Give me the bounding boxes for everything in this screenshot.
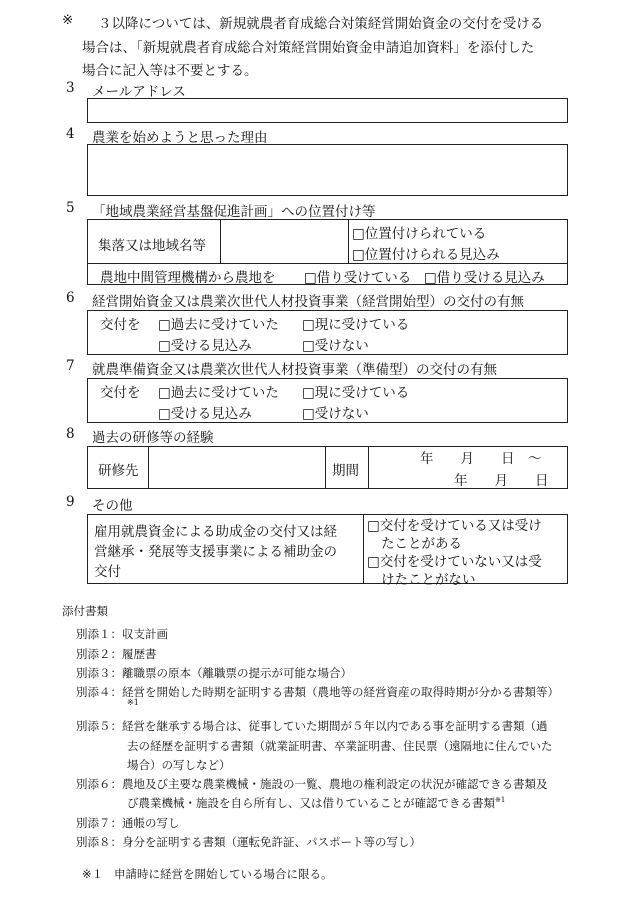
checkbox-currently-receiving[interactable]: □現に受けている <box>302 317 410 333</box>
section-5-title: 「地域農業経営基盤促進計画」への位置付け等 <box>92 204 376 220</box>
divider <box>363 514 364 584</box>
attachment-4: 別添４：経営を開始した時期を証明する書類（農地等の経営資産の取得時期が分かる書類等） <box>76 685 559 699</box>
checkbox-subsidy-not-received[interactable]: □交付を受けていない又は受 <box>367 554 542 570</box>
grant-label: 交付を <box>100 317 141 333</box>
section-6-number: 6 <box>66 290 75 306</box>
attachment-1: 別添１：収支計画 <box>76 627 168 641</box>
checkbox-borrowing[interactable]: □借り受けている <box>304 270 412 286</box>
checkbox-positioned[interactable]: □位置付けられている <box>352 226 487 242</box>
training-place-label: 研修先 <box>98 463 139 479</box>
attachment-6: 別添６：農地及び主要な農業機械・施設の一覧、農地の権利設定の状況が確認できる書類及 <box>76 777 548 791</box>
attachment-6-note: ※1 <box>495 796 506 805</box>
checkbox-past-received[interactable]: □過去に受けていた <box>158 317 279 333</box>
attachment-2: 別添２：履歴書 <box>76 647 157 661</box>
reason-field[interactable] <box>87 144 568 196</box>
period-start[interactable]: 年 月 日 ～ <box>420 451 542 467</box>
footnote-mark: ※１ <box>82 867 104 881</box>
area-label: 集落又は地域名等 <box>98 238 206 254</box>
attachment-5-cont-2: 場合）の写しなど） <box>127 758 231 772</box>
note-line-1: ３以降については、新規就農者育成総合対策経営開始資金の交付を受ける <box>98 16 544 32</box>
section-4-title: 農業を始めようと思った理由 <box>92 130 268 146</box>
area-input[interactable] <box>222 222 346 260</box>
divider <box>348 219 349 263</box>
checkbox-subsidy-not-received-cont: けたことがない <box>381 572 476 588</box>
note-mark: ※ <box>62 12 74 28</box>
divider <box>325 446 326 489</box>
checkbox-expected-borrow[interactable]: □借り受ける見込み <box>424 270 545 286</box>
section-7-title: 就農準備資金又は農業次世代人材投資事業（準備型）の交付の有無 <box>92 362 497 378</box>
section-7-number: 7 <box>66 358 75 374</box>
attachment-5: 別添５：経営を継承する場合は、従事していた期間が５年以内である事を証明する書類（過 <box>76 719 548 733</box>
section-6-title: 経営開始資金又は農業次世代人材投資事業（経営開始型）の交付の有無 <box>92 294 524 310</box>
attachment-6-cont <box>127 795 505 811</box>
section-4-number: 4 <box>66 126 75 142</box>
section-3-number: 3 <box>66 80 75 96</box>
attachment-3: 別添３：離職票の原本（離職票の提示が可能な場合） <box>76 666 352 680</box>
section-8-title: 過去の研修等の経験 <box>92 430 214 446</box>
checkbox-expected[interactable]: □受ける見込み <box>158 338 252 354</box>
section-5-number: 5 <box>66 200 75 216</box>
checkbox-subsidy-received[interactable]: □交付を受けている又は受け <box>367 518 542 534</box>
divider <box>87 263 568 264</box>
note-line-3: 場合に記入等は不要とする。 <box>82 63 258 79</box>
attachments-heading: 添付書類 <box>62 604 108 618</box>
attachment-6-text: び農業機械・施設を自ら所有し、又は借りていることが確認できる書類 <box>127 796 495 810</box>
grant-label: 交付を <box>100 385 141 401</box>
subsidy-label-line-1: 雇用就農資金による助成金の交付又は経 <box>94 524 337 540</box>
divider <box>368 446 369 489</box>
section-9-number: 9 <box>66 494 75 510</box>
subsidy-label-line-2: 営継承・発展等支援事業による補助金の <box>94 544 337 560</box>
section-3-title: メールアドレス <box>92 84 186 100</box>
checkbox-not-receiving[interactable]: □受けない <box>302 406 369 422</box>
farmland-bank-label: 農地中間管理機構から農地を <box>100 270 276 286</box>
divider <box>148 446 149 489</box>
checkbox-currently-receiving[interactable]: □現に受けている <box>302 385 410 401</box>
subsidy-label-line-3: 交付 <box>94 564 121 580</box>
checkbox-expected[interactable]: □受ける見込み <box>158 406 252 422</box>
attachment-8: 別添８：身分を証明する書類（運転免許証、パスポート等の写し） <box>76 835 421 849</box>
training-place-input[interactable] <box>150 449 322 486</box>
checkbox-expected-position[interactable]: □位置付けられる見込み <box>352 247 500 263</box>
checkbox-not-receiving[interactable]: □受けない <box>302 338 369 354</box>
email-field[interactable] <box>87 98 568 123</box>
checkbox-past-received[interactable]: □過去に受けていた <box>158 385 279 401</box>
attachment-7: 別添７：通帳の写し <box>76 816 180 830</box>
section-8-number: 8 <box>66 426 75 442</box>
section-9-title: その他 <box>92 498 133 514</box>
period-label: 期間 <box>332 463 359 479</box>
attachment-4-note: ※1 <box>127 698 139 707</box>
footnote-text: 申請時に経営を開始している場合に限る。 <box>114 867 333 881</box>
checkbox-subsidy-received-cont: たことがある <box>381 536 462 552</box>
period-end[interactable]: 年 月 日 <box>454 473 549 489</box>
attachment-5-cont-1: 去の経歴を証明する書類（就業証明書、卒業証明書、住民票（遠隔地に住んでいた <box>127 739 553 753</box>
divider <box>220 219 221 263</box>
note-line-2: 場合は、「新規就農者育成総合対策経営開始資金申請追加資料」を添付した <box>82 40 535 56</box>
